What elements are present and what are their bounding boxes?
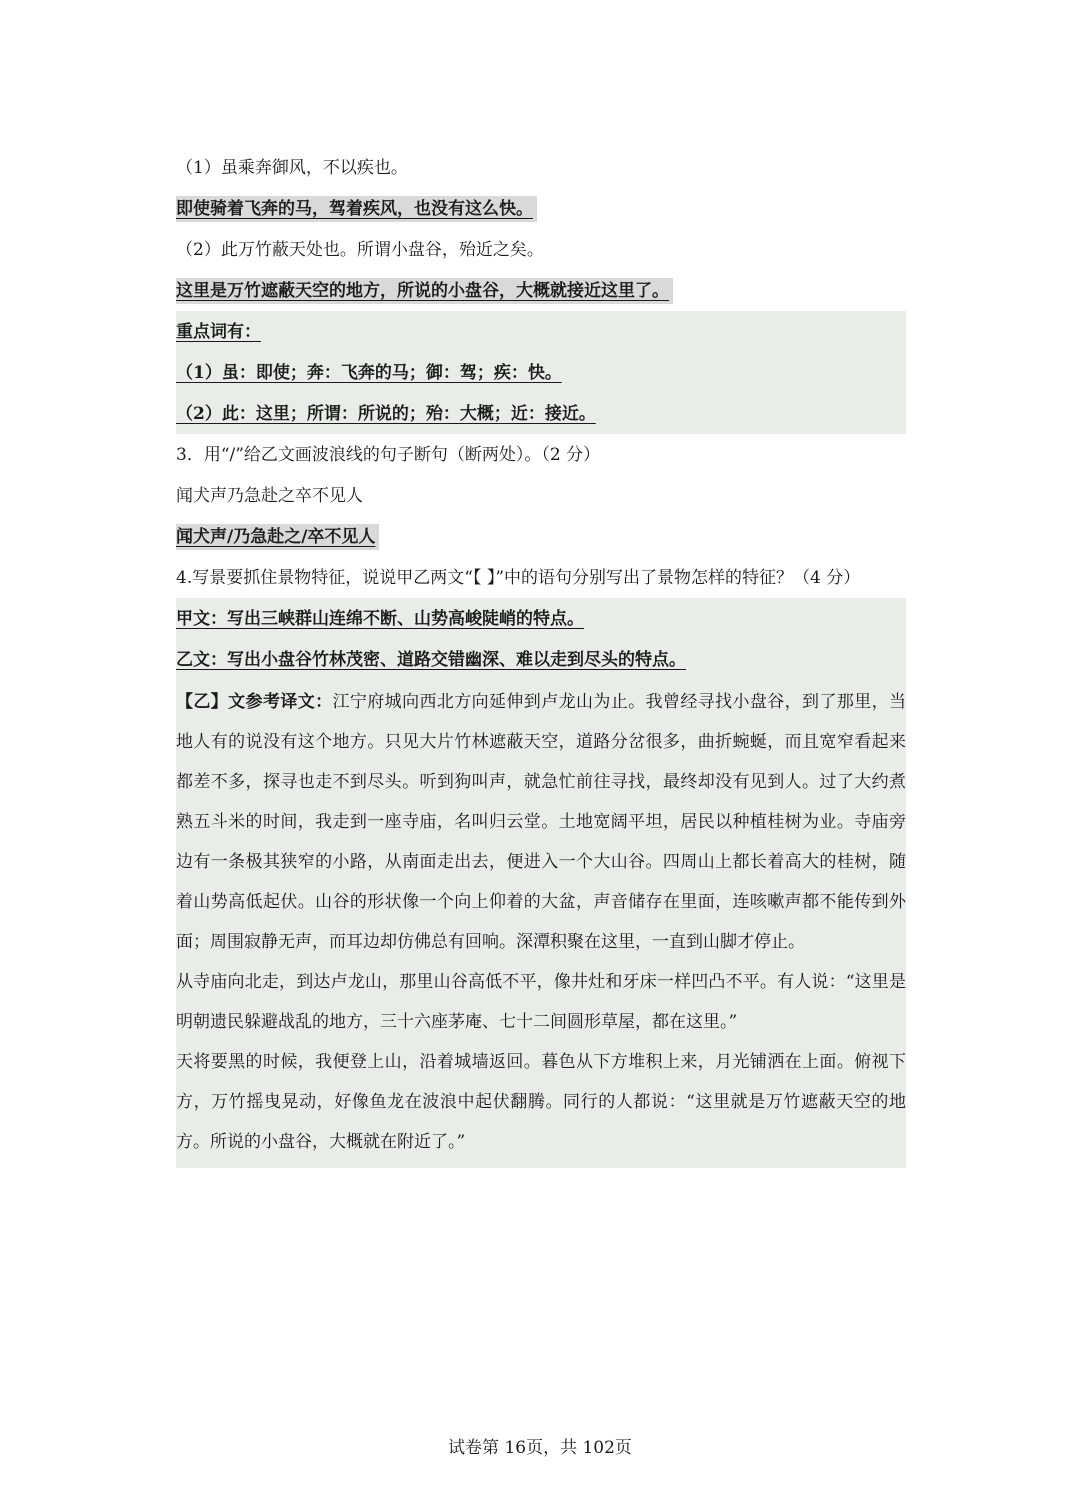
keywords-line-1-text: （1）虽：即使；奔：飞奔的马；御：驾；疾：快。: [176, 362, 562, 383]
keywords-line-2-text: （2）此：这里；所谓：所说的；殆：大概；近：接近。: [176, 403, 596, 424]
translation-paragraph-1: [176, 682, 906, 962]
q2-answer-2-text: 这里是万竹遮蔽天空的地方，所说的小盘谷，大概就接近这里了。: [176, 278, 673, 304]
q4-answer-yi: [176, 639, 906, 680]
translation-p1-text: 江宁府城向西北方向延伸到卢龙山为止。我曾经寻找小盘谷，到了那里，当地人有的说没有这个地方。只见大片竹林遮蔽天空，道路分岔很多，曲折蜿蜒，而且宽窄看起来都差不多，探寻也走不到尽头。听到狗叫声，就急忙前往寻找，最终却没有见到人。过了大约煮熟五斗米的时间，我走到一座寺庙，名叫归云堂。土地宽阔平坦，居民以种植桂树为业。寺庙旁边有一条极其狭窄的小路，从南面走出去，便进入一个大山谷。四周山上都长着高大的桂树，随着山势高低起伏。山谷的形状像一个向上仰着的大盆，声音储存在里面，连咳嗽声都不能传到外面；周围寂静无声，而耳边却仿佛总有回响。深潭积聚在这里，一直到山脚才停止。: [176, 692, 907, 952]
q2-sentence-2: （2）此万竹蔽天处也。所谓小盘谷，殆近之矣。: [176, 239, 544, 260]
q4-question: 4.写景要抓住景物特征，说说甲乙两文“【 】”中的语句分别写出了景物怎样的特征？（4 分）: [176, 567, 861, 588]
keywords-line-1: [176, 352, 906, 393]
translation-paragraph-2: 从寺庙向北走，到达卢龙山，那里山谷高低不平，像井灶和牙床一样凹凸不平。有人说：“这里是明朝遗民躲避战乱的地方，三十六座茅庵、七十二间圆形草屋，都在这里。”: [176, 972, 906, 1032]
keywords-title: [176, 311, 906, 352]
keywords-block: [176, 311, 906, 434]
keywords-title-text: 重点词有：: [176, 321, 261, 342]
q4-answer-jia: [176, 598, 906, 639]
translation-block: [176, 680, 906, 1168]
translation-label: 【乙】文参考译文：: [176, 692, 333, 712]
page-content: [176, 147, 906, 1168]
q4-answer-yi-text: 乙文：写出小盘谷竹林茂密、道路交错幽深、难以走到尽头的特点。: [176, 649, 686, 670]
q2-sentence-1: （1）虽乘奔御风，不以疾也。: [176, 157, 408, 178]
q4-answer-jia-text: 甲文：写出三峡群山连绵不断、山势高峻陡峭的特点。: [176, 608, 584, 629]
q3-answer: [176, 516, 906, 557]
page-footer: 试卷第 16页，共 102页: [448, 1438, 632, 1458]
q2-answer-1-text: 即使骑着飞奔的马，驾着疾风，也没有这么快。: [176, 196, 537, 222]
q2-answer-1: [176, 188, 906, 229]
keywords-line-2: [176, 393, 906, 434]
q4-answer-block: [176, 598, 906, 680]
translation-paragraph-3: 天将要黑的时候，我便登上山，沿着城墙返回。暮色从下方堆积上来，月光铺洒在上面。俯视下方，万竹摇曳晃动，好像鱼龙在波浪中起伏翻腾。同行的人都说：“这里就是万竹遮蔽天空的地方。所说的小盘谷，大概就在附近了。”: [176, 1052, 906, 1152]
q3-answer-text: 闻犬声/乃急赴之/卒不见人: [176, 524, 379, 550]
q3-sentence: 闻犬声乃急赴之卒不见人: [176, 485, 363, 506]
q3-question: 3．用“/”给乙文画波浪线的句子断句（断两处）。（2 分）: [176, 444, 601, 465]
q2-answer-2: [176, 270, 906, 311]
